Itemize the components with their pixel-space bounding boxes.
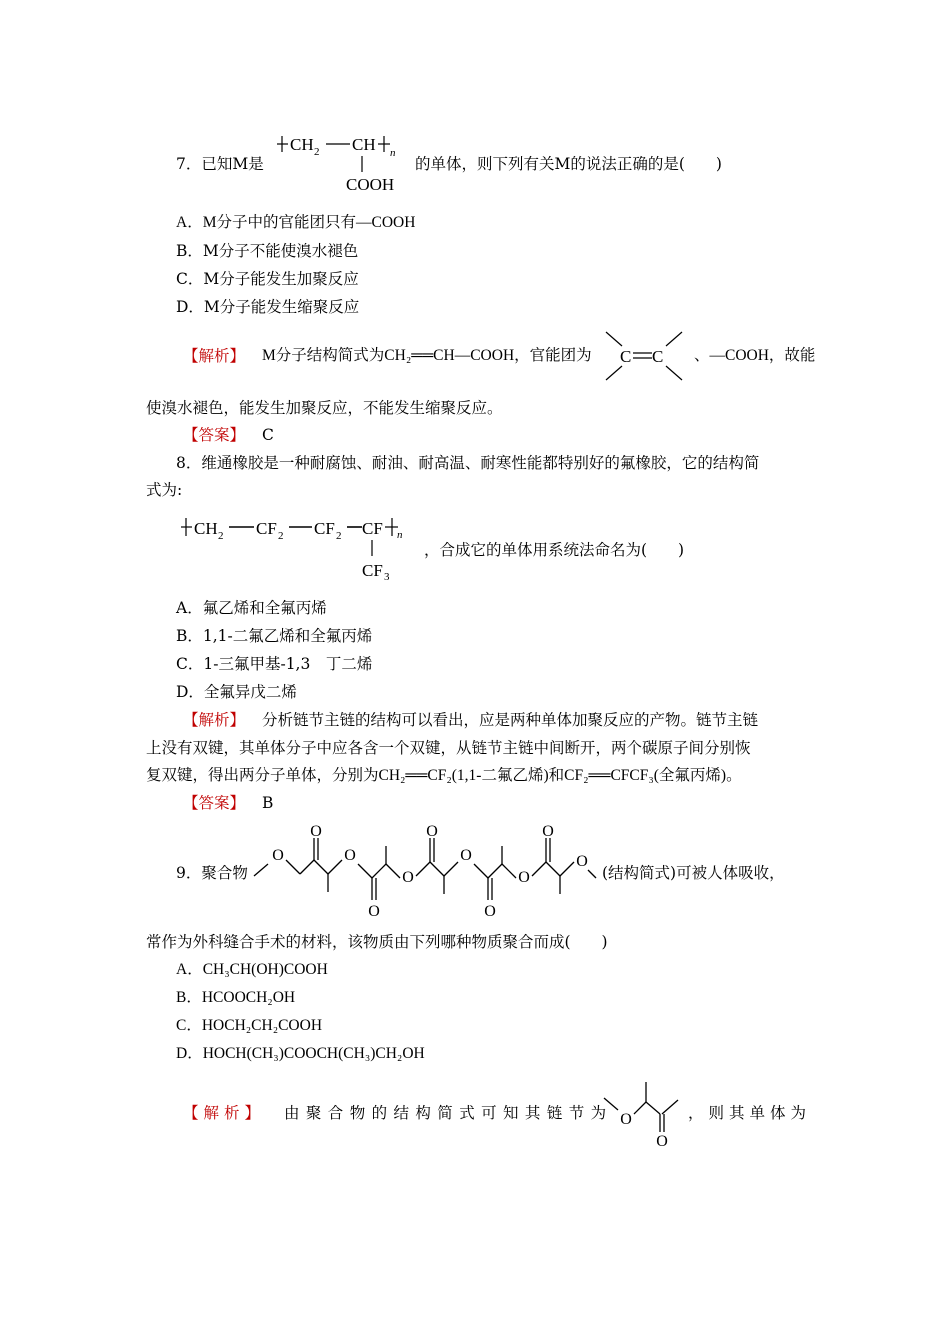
q8-polymer-structure <box>180 512 420 584</box>
q8-answer-tag: 【答案】 <box>183 794 246 812</box>
question-9-stem-2: 常作为外科缝合手术的材料，该物质由下列哪种物质聚合而成( ) <box>146 933 608 951</box>
bond <box>634 1102 646 1114</box>
carbonyl-oxygen: O <box>484 903 496 920</box>
q7-option-d[interactable]: D．M分子能发生缩聚反应 <box>176 298 360 316</box>
q7-option-b[interactable]: B．M分子不能使溴水褪色 <box>176 242 359 260</box>
ester-oxygen: O <box>518 869 530 886</box>
q9-analysis-text-2: ，则其单体为 <box>688 1104 812 1122</box>
q7-analysis-text: M分子结构简式为CH₂══CH—COOH，官能团为 <box>262 347 592 364</box>
q7-polymer-structure <box>276 128 410 198</box>
q8-analysis-line-2: 上没有双键，其单体分子中应各含一个双键，从链节主链中间断开，两个碳原子间分别恢 <box>146 739 751 757</box>
q9-option-c[interactable]: C．HOCH₂CH₂COOH <box>176 1017 323 1034</box>
bond <box>646 1102 660 1114</box>
q8-cf: CF <box>362 519 383 538</box>
carbonyl-oxygen: O <box>368 903 380 920</box>
q7-analysis-tag: 【解析】 <box>183 347 246 365</box>
bond <box>488 864 502 878</box>
q7-c1: C <box>620 347 632 366</box>
q8-ch2: CH <box>194 519 218 538</box>
q8-ch2-sub: 2 <box>218 530 224 542</box>
bond <box>358 864 372 878</box>
bond <box>546 862 560 876</box>
q7-ch2: CH <box>290 135 314 154</box>
carbonyl-oxygen: O <box>542 823 554 840</box>
bond <box>532 862 546 876</box>
carbonyl-oxygen: O <box>426 823 438 840</box>
q8-analysis-tag: 【解析】 <box>183 711 246 729</box>
q7-option-a[interactable]: A．M分子中的官能团只有—COOH <box>176 214 416 231</box>
bond <box>430 862 444 876</box>
bond <box>286 860 300 874</box>
question-8-stem-2: 式为: <box>146 481 183 499</box>
question-7-stem: 7．已知M是 <box>176 155 264 173</box>
q7-ch: CH <box>352 135 376 154</box>
bond <box>502 864 516 878</box>
carbonyl-oxygen: O <box>656 1133 668 1150</box>
bond <box>604 1098 618 1110</box>
ester-oxygen: O <box>460 847 472 864</box>
q7-n: n <box>390 147 396 159</box>
q8-cf2-a: CF <box>256 519 277 538</box>
q8-analysis-line-3: 复双键，得出两分子单体，分别为CH₂══CF₂(1,1-二氟乙烯)和CF₂══CFCF₃(全氟丙烯)。 <box>146 767 742 784</box>
question-9-suffix: (结构简式)可被人体吸收， <box>602 864 785 882</box>
q7-cooh: COOH <box>346 175 395 194</box>
q8-option-d[interactable]: D．全氟异戊二烯 <box>176 683 297 701</box>
bond <box>254 864 268 876</box>
q8-answer: B <box>262 794 274 812</box>
bond <box>474 864 488 878</box>
q8-option-a[interactable]: A．氟乙烯和全氟丙烯 <box>176 599 327 617</box>
q8-cf2-b-sub: 2 <box>336 530 342 542</box>
bond <box>662 1100 678 1114</box>
q8-option-b[interactable]: B．1,1-二氟乙烯和全氟丙烯 <box>176 627 373 645</box>
q8-cf3-sub: 3 <box>384 571 390 583</box>
q9-repeat-unit <box>600 1068 684 1150</box>
q7-ch2-sub: 2 <box>314 146 320 158</box>
q9-polymer-structure <box>250 820 598 920</box>
bond <box>588 870 596 878</box>
bond <box>314 860 328 874</box>
carbonyl-oxygen: O <box>310 823 322 840</box>
q8-cf3: CF <box>362 561 383 580</box>
q8-cf2-a-sub: 2 <box>278 530 284 542</box>
bond <box>300 860 314 874</box>
oxygen-atom: O <box>620 1111 632 1128</box>
ester-oxygen: O <box>576 853 588 870</box>
bond <box>560 862 574 876</box>
q7-option-c[interactable]: C．M分子能发生加聚反应 <box>176 270 359 288</box>
bond <box>372 864 386 878</box>
q7-answer: C <box>262 426 274 444</box>
bond <box>416 862 430 876</box>
q8-n: n <box>397 529 403 541</box>
q9-option-b[interactable]: B．HCOOCH₂OH <box>176 989 296 1006</box>
question-8-stem: 8．维通橡胶是一种耐腐蚀、耐油、耐高温、耐寒性能都特别好的氟橡胶，它的结构简 <box>176 454 760 472</box>
bond <box>328 860 342 874</box>
q7-cc-double-bond <box>600 328 688 384</box>
q8-option-c[interactable]: C．1-三氟甲基-1,3 丁二烯 <box>176 655 373 673</box>
q7-c2: C <box>652 347 664 366</box>
q8-analysis-line-1: 分析链节主链的结构可以看出，应是两种单体加聚反应的产物。链节主链 <box>262 711 759 729</box>
ester-oxygen: O <box>344 847 356 864</box>
q8-cf2-b: CF <box>314 519 335 538</box>
q9-analysis-text: 由聚合物的结构简式可知其链节为 <box>284 1104 613 1122</box>
bond <box>386 864 400 878</box>
question-7-suffix: 的单体，则下列有关M的说法正确的是( ) <box>415 155 722 173</box>
q7-analysis-text-2: 、—COOH，故能 <box>694 347 816 364</box>
question-8-suffix: ，合成它的单体用系统法命名为( ) <box>424 541 685 559</box>
q9-analysis-tag: 【解析】 <box>183 1104 266 1122</box>
bond <box>444 862 458 876</box>
q7-answer-tag: 【答案】 <box>183 426 246 444</box>
q9-option-d[interactable]: D．HOCH(CH₃)COOCH(CH₃)CH₂OH <box>176 1045 425 1062</box>
q7-analysis-line-2: 使溴水褪色，能发生加聚反应，不能发生缩聚反应。 <box>146 399 503 417</box>
oxygen-atom: O <box>272 847 284 864</box>
ester-oxygen: O <box>402 869 414 886</box>
question-9-stem: 9．聚合物 <box>176 864 248 882</box>
q9-option-a[interactable]: A．CH₃CH(OH)COOH <box>176 961 328 978</box>
